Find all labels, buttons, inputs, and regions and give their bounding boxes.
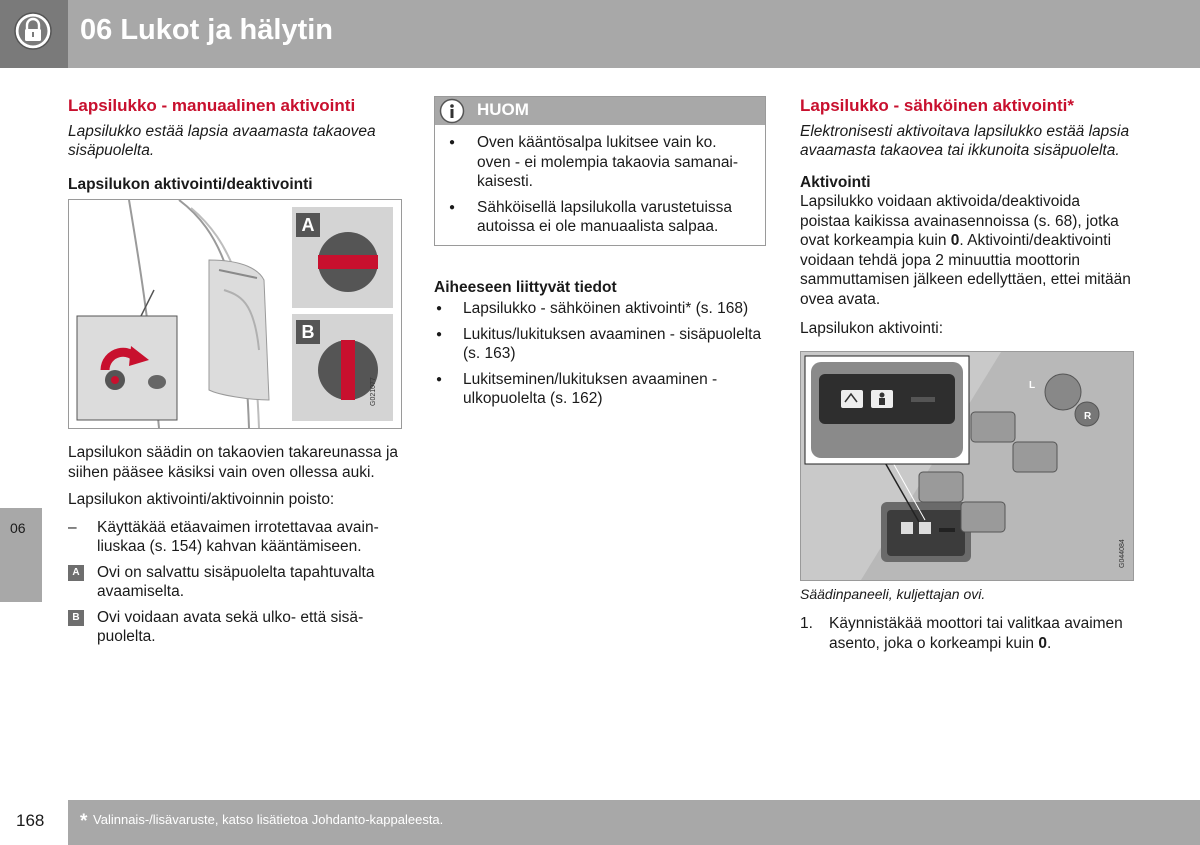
driver-door-panel [801,352,1133,580]
footnote-text: Valinnais-/lisävaruste, katso lisätietoa Johdanto-kappaleesta. [93,812,444,827]
result-text: Ovi on salvattu sisäpuolelta tapahtuvalta avaamiselta. [97,563,375,600]
note-header [435,97,765,125]
subheading: Lapsilukon aktivointi/deaktivointi [68,175,313,193]
related-link[interactable] [434,299,766,319]
info-icon [439,98,465,124]
column-note [434,96,766,415]
related-link-text[interactable]: Lapsilukko - sähköinen aktivointi* (s. 168) [463,300,749,317]
related-link[interactable] [434,370,766,409]
result-item-b [68,608,400,647]
note-list [435,133,765,237]
paragraph: Lapsilukon säädin on takaovien takareunassa ja siihen pääsee käsiksi vain oven ollessa auki. [68,444,399,481]
mirror-label-l: L [1029,379,1036,391]
step-text: . [1047,634,1052,652]
bullet: ● [449,201,456,213]
section-lead: Elektronisesti aktivoitava lapsilukko estää lapsia avaamasta takaovea tai ikkunoita sisäpuolelta. [800,122,1130,159]
note-title: HUOM [477,100,529,119]
door-lock-illustration [68,199,402,429]
subheading: Aktivointi [800,173,871,191]
step-text: Käynnistäkää moottori tai valitkaa avaimen asento, joka o korkeampi kuin [829,615,1123,652]
note-item [449,133,751,192]
note-item [449,198,751,237]
section-lead: Lapsilukko estää lapsia avaamasta takaovea sisäpuolelta. [68,122,376,159]
column-manual-child-lock [68,96,400,647]
padlock-icon [13,11,53,51]
illustration-panel-a [292,207,393,308]
section-heading: Lapsilukko - sähköinen aktivointi* [800,96,1074,115]
footnote-mark: * [80,811,88,832]
control-panel-illustration [800,351,1134,581]
note-item-text: Sähköisellä lapsilukolla varustetuissa autoissa ei ole manuaalista salpaa. [477,198,733,235]
bullet: ● [436,328,443,340]
paragraph-text: . Aktivointi/deaktivointi voidaan tehdä jopa 2 minuuttia moottorin sammuttamisen jälkeen edellyttäen, ettei mitään ovea avata. [800,232,1131,308]
chapter-side-tab-label: 06 [10,520,26,536]
related-list [434,299,766,409]
label-b-badge: B [68,610,84,626]
bullet: ● [436,373,443,385]
figure-caption: Säädinpaneeli, kuljettajan ovi. [800,585,986,602]
panel-a-label: A [296,213,320,237]
result-item-a [68,563,400,602]
panel-b-label: B [296,320,320,344]
result-text: Ovi voidaan avata sekä ulko- että sisäpuolelta. [97,608,364,645]
key-position-value: 0 [950,232,960,249]
illustration-panel-b [292,314,393,421]
step-number: 1. [800,615,813,632]
column-electric-child-lock [800,96,1134,653]
chapter-side-tab [0,508,42,602]
related-link-text[interactable]: Lukitus/lukituksen avaaminen - sisäpuolelta (s. 163) [463,325,762,362]
chapter-title: 06 Lukot ja hälytin [80,14,333,46]
footnote [80,811,443,833]
lock-knob-horizontal [292,207,393,308]
related-link-text[interactable]: Lukitseminen/lukituksen avaaminen - ulkopuolelta (s. 162) [463,370,718,407]
related-link[interactable] [434,325,766,364]
label-a-badge: A [68,565,84,581]
mirror-label-r: R [1084,410,1092,422]
instruction-step [800,614,1134,653]
paragraph: Lapsilukon aktivointi: [800,320,944,337]
section-heading: Lapsilukko - manuaalinen aktivointi [68,96,356,115]
note-box [434,96,766,246]
note-item-text: Oven kääntösalpa lukitsee vain ko. oven - ei molempia takaovia samanaikaisesti. [477,134,739,190]
figure-code: G044084 [1119,538,1126,568]
related-heading: Aiheeseen liittyvät tiedot [434,278,617,296]
step-text: Käyttäkää etäavaimen irrotettavaa avainliuskaa (s. 154) kahvan kääntämiseen. [97,518,379,555]
bullet: ● [436,303,443,314]
bullet: ● [449,137,456,148]
paragraph [800,192,1134,309]
figure-code: G021077 [370,377,377,406]
paragraph: Lapsilukon aktivointi/aktivoinnin poisto: [68,491,335,508]
instruction-step [68,518,400,557]
chapter-icon-tab [0,0,68,68]
key-position-value: 0 [1038,634,1047,652]
step-dash: – [68,518,77,536]
paragraph-text: Lapsilukko voidaan aktivoida/deaktivoida poistaa kaikissa avainasennoissa (s. 68), jotka ovat korkeampia kuin [800,193,1119,249]
page-number: 168 [16,811,45,830]
